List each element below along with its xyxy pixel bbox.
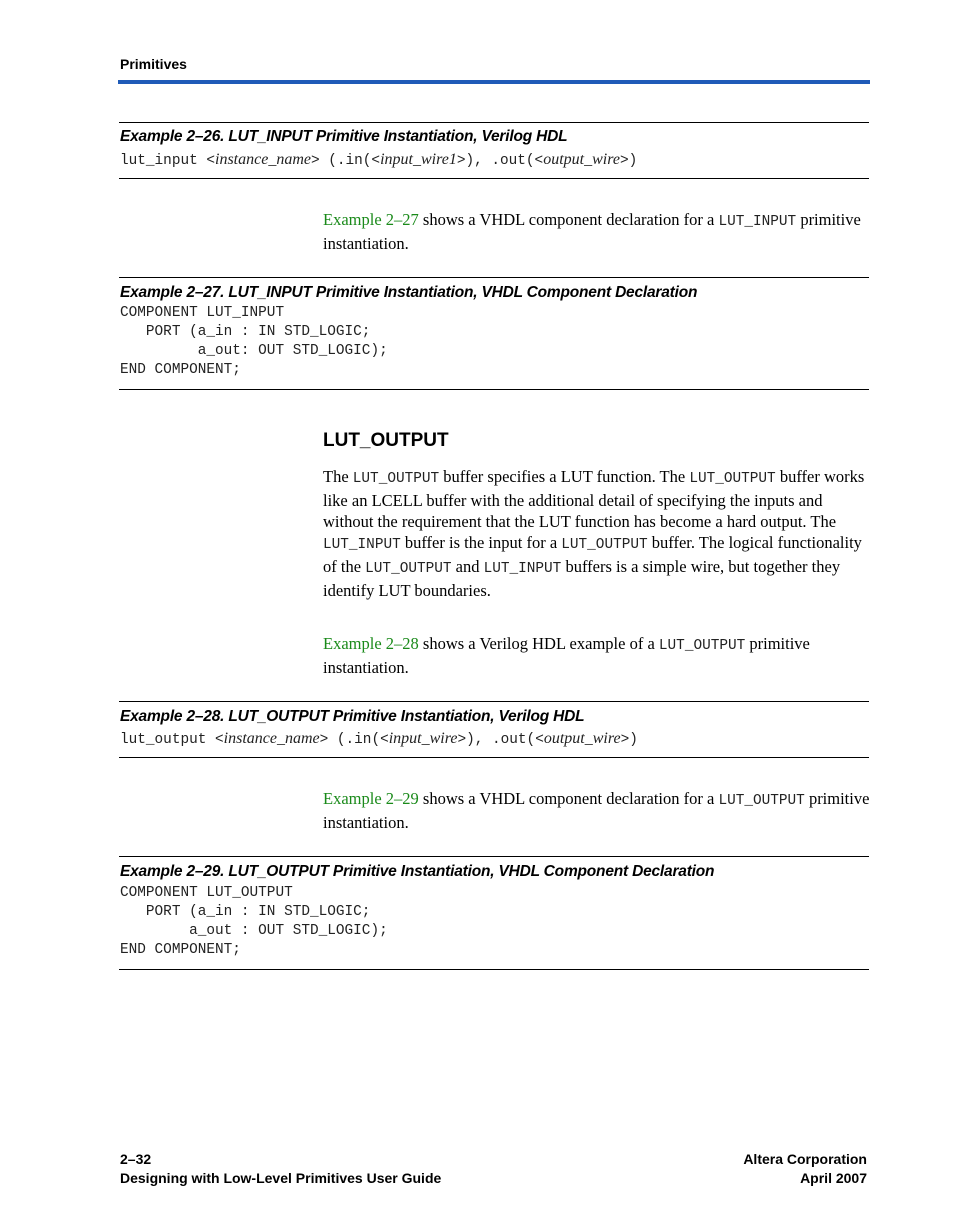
section-heading: LUT_OUTPUT [323,430,449,451]
link-example-2-29[interactable]: Example 2–29 [323,789,419,808]
footer-page-number: 2–32 [120,1151,152,1167]
example-bottom-rule [119,178,869,179]
header-rule [118,80,870,84]
footer-date: April 2007 [800,1170,867,1186]
example-top-rule [119,277,869,278]
example-top-rule [119,701,869,702]
example-2-29-title: Example 2–29. LUT_OUTPUT Primitive Instantiation, VHDL Component Declaration [120,863,715,880]
example-bottom-rule [119,389,869,390]
example-2-27-code: COMPONENT LUT_INPUT PORT (a_in : IN STD_LOGIC; a_out: OUT STD_LOGIC); END COMPONENT; [120,305,388,378]
footer-company: Altera Corporation [743,1151,867,1167]
paragraph-example-2-29-intro: Example 2–29 shows a VHDL component declaration for a LUT_OUTPUT primitive instantiation. [323,789,870,832]
section-body-paragraph: The LUT_OUTPUT buffer specifies a LUT function. The LUT_OUTPUT buffer works like an LCELL buffer with the additional detail of specifying the inputs and without the requirement that the LUT function has become a hard output. The LUT_INPUT buffer is the input for a LUT_OUTPUT buffer. The logical functionality of the LUT_OUTPUT and LUT_INPUT buffers is a simple wire, but together they identify LUT boundaries. [323,467,865,600]
example-bottom-rule [119,969,869,970]
example-2-28-title: Example 2–28. LUT_OUTPUT Primitive Instantiation, Verilog HDL [120,708,585,725]
example-2-27-title: Example 2–27. LUT_INPUT Primitive Instantiation, VHDL Component Declaration [120,284,698,301]
footer-doc-title: Designing with Low-Level Primitives User Guide [120,1170,442,1186]
paragraph-example-2-27-intro: Example 2–27 shows a VHDL component declaration for a LUT_INPUT primitive instantiation. [323,210,861,253]
example-top-rule [119,856,869,857]
example-2-29-code: COMPONENT LUT_OUTPUT PORT (a_in : IN STD_LOGIC; a_out : OUT STD_LOGIC); END COMPONENT; [120,885,388,958]
example-2-26-code: lut_input <instance_name> (.in(<input_wire1>), .out(<output_wire>) [120,151,638,169]
example-top-rule [119,122,869,123]
paragraph-example-2-28-intro: Example 2–28 shows a Verilog HDL example of a LUT_OUTPUT primitive instantiation. [323,634,810,677]
example-bottom-rule [119,757,869,758]
example-2-28-code: lut_output <instance_name> (.in(<input_wire>), .out(<output_wire>) [120,730,638,748]
link-example-2-27[interactable]: Example 2–27 [323,210,419,229]
link-example-2-28[interactable]: Example 2–28 [323,634,419,653]
running-header: Primitives [120,56,187,72]
example-2-26-title: Example 2–26. LUT_INPUT Primitive Instantiation, Verilog HDL [120,128,568,145]
